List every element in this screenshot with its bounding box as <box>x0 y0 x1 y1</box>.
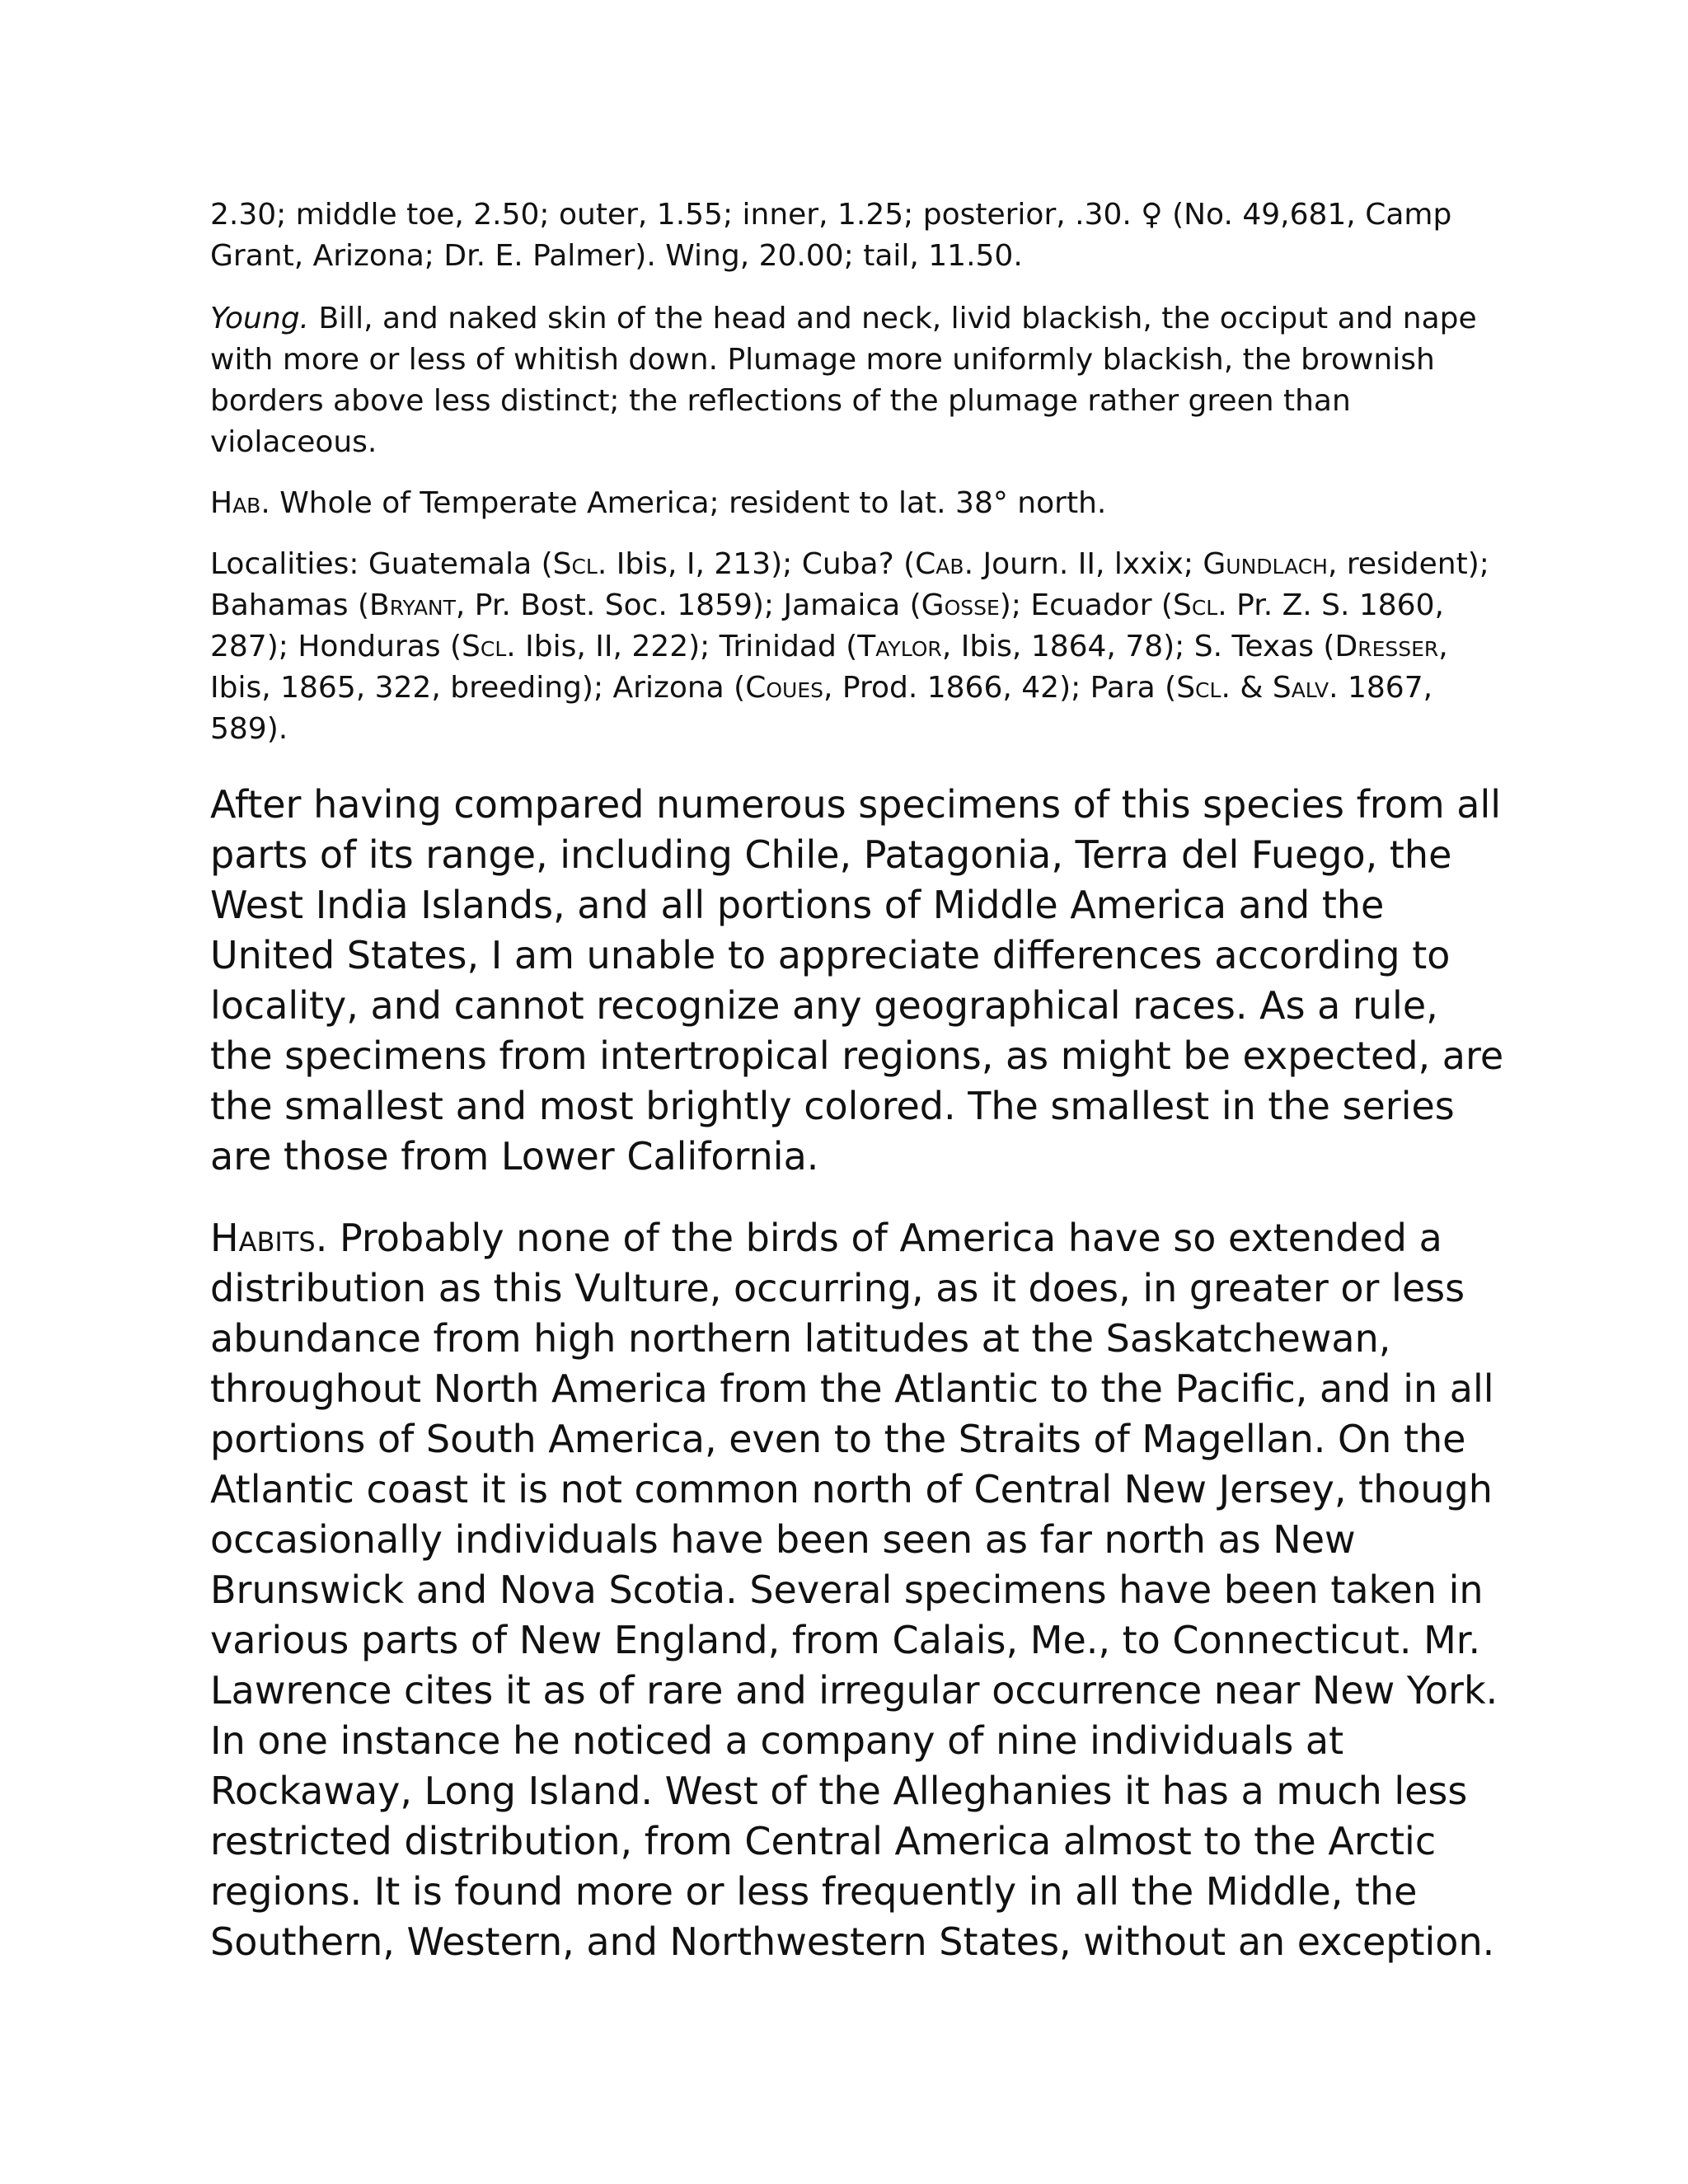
remarks-paragraph <box>210 780 1504 1182</box>
author-cabanis: Cab <box>915 547 964 581</box>
author-gosse: Gosse <box>921 588 1000 622</box>
localities-text: , Pr. Bost. Soc. 1859); Jamaica ( <box>455 588 921 622</box>
author-dresser: Dresser <box>1334 630 1439 663</box>
author-gundlach: Gundlach <box>1203 547 1328 581</box>
young-text: Bill, and naked skin of the head and neck, livid blackish, the occiput and nape with more or less of whitish down. Plumage more uniformly blackish, the brownish borders above less distinct; the reflections of the plumage rather green than violaceous. <box>210 302 1477 459</box>
author-sclater: Scl <box>1176 671 1221 705</box>
measurements-paragraph <box>210 194 1504 277</box>
author-sclater: Scl <box>1172 588 1218 622</box>
localities-text: . Ibis, I, 213); Cuba? ( <box>597 547 916 581</box>
author-sclater: Scl <box>462 630 507 663</box>
measurements-text: 2.30; middle toe, 2.50; outer, 1.55; inner, 1.25; posterior, .30. ♀ (No. 49,681, Camp Grant, Arizona; Dr. E. Palmer). Wing, 20.00; tail, 11.50. <box>210 198 1452 273</box>
localities-text: . 1867, 589). <box>210 671 1433 746</box>
young-label: Young. <box>210 302 309 335</box>
habits-label: Habits <box>210 1216 316 1260</box>
habits-paragraph <box>210 1213 1504 1967</box>
localities-text: , Ibis, 1865, 322, breeding); Arizona ( <box>210 630 1448 705</box>
remarks-text: After having compared numerous specimens of this species from all parts of its range, including Chile, Patagonia, Terra del Fuego, the West India Islands, and all portions of Middle America and the United States, I am unable to appreciate differences according to locality, and cannot recognize any geographical races. As a rule, the specimens from intertropical regions, as might be expected, are the smallest and most brightly colored. The smallest in the series are those from Lower California. <box>210 782 1504 1179</box>
habitat-label: Hab <box>210 486 261 520</box>
localities-text: . Journ. II, lxxix; <box>964 547 1203 581</box>
localities-text: ); Ecuador ( <box>999 588 1173 622</box>
author-coues: Coues <box>745 671 824 705</box>
author-salvin: Salv <box>1272 671 1329 705</box>
localities-text: . & <box>1221 671 1273 705</box>
author-sclater: Scl <box>552 547 598 581</box>
habitat-paragraph <box>210 483 1504 524</box>
author-taylor: Taylor <box>857 630 942 663</box>
young-paragraph <box>210 298 1504 463</box>
habitat-text: . Whole of Temperate America; resident to lat. 38° north. <box>260 486 1107 520</box>
localities-text: . Ibis, II, 222); Trinidad ( <box>506 630 858 663</box>
habits-text: . Probably none of the birds of America have so extended a distribution as this Vulture, occurring, as it does, in greater or less abundance from high northern latitudes at the Saskatchewan, throughout North America from the Atlantic to the Pacific, and in all portions of South America, even to the Straits of Magellan. On the Atlantic coast it is not common north of Central New Jersey, though occasionally individuals have been seen as far north as New Brunswick and Nova Scotia. Several specimens have been taken in various parts of New England, from Calais, Me., to Connecticut. Mr. Lawrence cites it as of rare and irregular occurrence near New York. In one instance he noticed a company of nine individuals at Rockaway, Long Island. West of the Alleghanies it has a much less restricted distribution, from Central America almost to the Arctic regions. It is found more or less frequently in all the Middle, the Southern, Western, and Northwestern States, without an exception. <box>210 1216 1498 1964</box>
document-page <box>210 194 1504 1967</box>
localities-text: . Pr. Z. S. 1860, 287); Honduras ( <box>210 588 1444 663</box>
localities-text: , Prod. 1866, 42); Para ( <box>823 671 1177 705</box>
localities-text: , resident); Bahamas ( <box>210 547 1489 622</box>
localities-text: , Ibis, 1864, 78); S. Texas ( <box>941 630 1335 663</box>
localities-paragraph <box>210 544 1504 750</box>
author-bryant: Bryant <box>369 588 456 622</box>
localities-text: Localities: Guatemala ( <box>210 547 553 581</box>
